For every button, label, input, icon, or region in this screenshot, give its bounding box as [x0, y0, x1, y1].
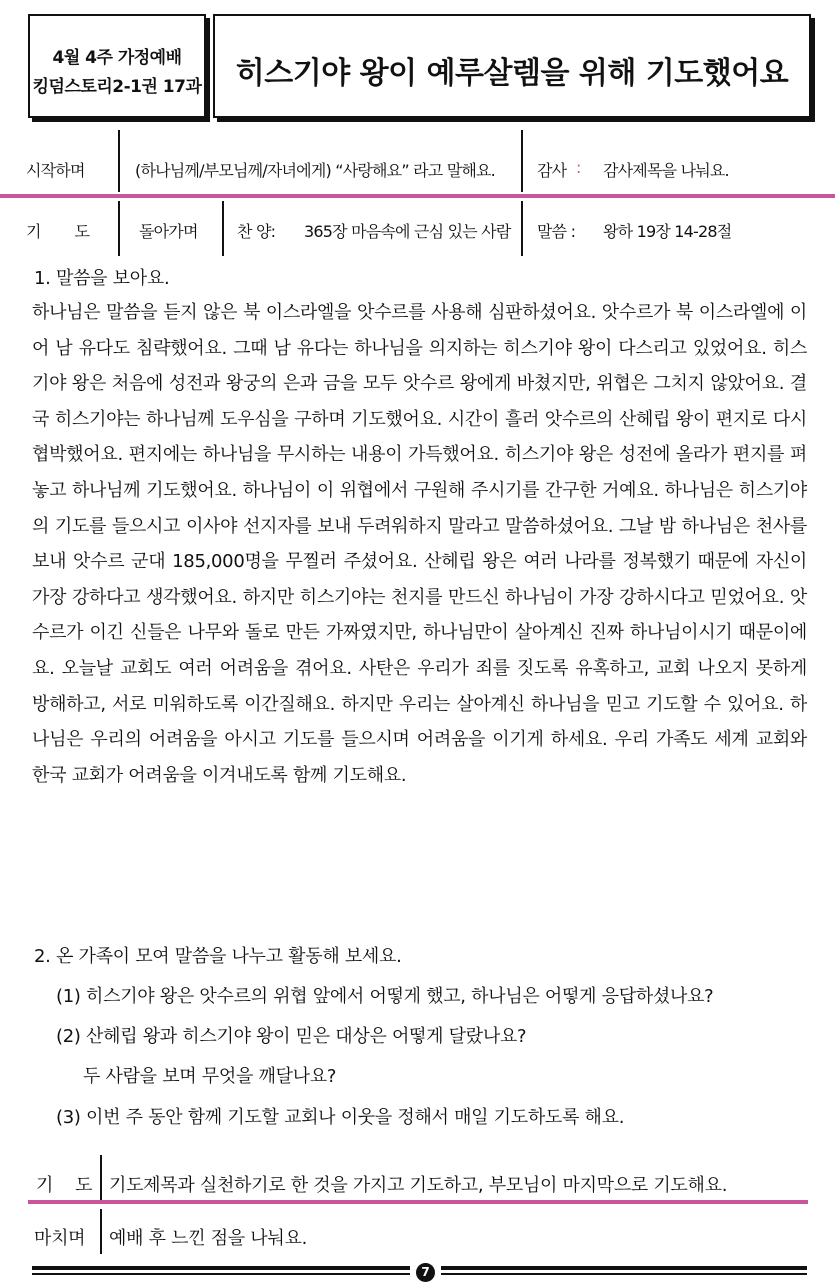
closing-label: 마치며	[34, 1228, 86, 1249]
section2-heading: 2. 온 가족이 모여 말씀을 나누고 활동해 보세요.	[34, 946, 402, 967]
closing-prayer-label: 기 도	[36, 1175, 101, 1196]
bottom-rule-right	[441, 1266, 807, 1270]
divider	[118, 130, 120, 192]
series-box	[28, 14, 206, 118]
bottom-rule-left	[32, 1266, 410, 1270]
divider	[100, 1209, 102, 1254]
question-3: (3) 이번 주 동안 함께 기도할 교회나 이웃을 정해서 매일 기도하도록 해요.	[56, 1107, 625, 1128]
prayer-content: 돌아가며	[139, 222, 198, 241]
divider	[222, 201, 224, 256]
scripture-content: 왕하 19장 14-28절	[603, 222, 732, 241]
section1-heading: 1. 말씀을 보아요.	[34, 268, 170, 289]
prayer-label: 기 도	[26, 222, 104, 241]
question-1: (1) 히스기야 왕은 앗수르의 위협 앞에서 어떻게 했고, 하나님은 어떻게 응답하셨나요?	[56, 986, 714, 1007]
question-2: (2) 산헤립 왕과 히스기야 왕이 믿은 대상은 어떻게 달랐나요?	[56, 1026, 527, 1047]
sermon-paragraph: 하나님은 말씀을 듣지 않은 북 이스라엘을 앗수르를 사용해 심판하셨어요. 앗수르가 북 이스라엘에 이어 남 유다도 침략했어요. 그때 남 유다는 하나님을 의지하는 히스기야 왕이 다스리고 있었어요. 히스기야 왕은 처음에 성전과 왕궁의 은과 금을 모두 앗수르 왕에게 바쳤지만, 위협은 그치지 않았어요. 결국 히스기야는 하나님께 도우심을 구하며 기도했어요. 시간이 흘러 앗수르의 산헤립 왕이 편지로 다시 협박했어요. 편지에는 하나님을 무시하는 내용이 가득했어요. 히스기야 왕은 성전에 올라가 편지를 펴 놓고 하나님께 기도했어요. 하나님이 이 위협에서 구원해 주시기를 간구한 거예요. 하나님은 히스기야의 기도를 들으시고 이사야 선지자를 보내 두려워하지 말라고 말씀하셨어요. 그날 밤 하나님은 천사를 보내 앗수르 군대 185,000명을 무찔러 주셨어요. 산헤립 왕은 여러 나라를 정복했기 때문에 자신이 가장 강하다고 생각했어요. 하지만 히스기야는 천지를 만드신 하나님이 가장 강하시다고 믿었어요. 앗수르가 이긴 신들은 나무와 돌로 만든 가짜였지만, 하나님만이 살아계신 진짜 하나님이시기 때문이에요. 오늘날 교회도 여러 어려움을 겪어요. 사탄은 우리가 죄를 짓도록 유혹하고, 교회 나오지 못하게 방해하고, 서로 미워하도록 이간질해요. 하지만 우리는 살아계신 하나님을 믿고 기도할 수 있어요. 하나님은 우리의 어려움을 아시고 기도를 들으시며 어려움을 이기게 하세요. 우리 가족도 세계 교회와 한국 교회가 어려움을 이겨내도록 함께 기도해요.	[32, 302, 807, 786]
bottom-rule-right	[441, 1273, 807, 1275]
thanks-label: 감사	[537, 161, 567, 180]
closing-text: 예배 후 느낀 점을 나눠요.	[109, 1228, 307, 1249]
title-box	[213, 14, 811, 118]
pink-rule	[0, 194, 835, 198]
question-2-sub: 두 사람을 보며 무엇을 깨달나요?	[83, 1066, 337, 1087]
pink-rule	[28, 1200, 808, 1204]
scripture-label: 말씀 :	[537, 222, 576, 241]
series-line-2: 킹덤스토리2-1권 17과	[32, 77, 202, 97]
hymn-content: 365장 마음속에 근심 있는 사람	[304, 222, 511, 241]
closing-prayer-text: 기도제목과 실천하기로 한 것을 가지고 기도하고, 부모님이 마지막으로 기도해요.	[109, 1175, 728, 1196]
thanks-colon: :	[576, 158, 581, 177]
page-number: 7	[416, 1263, 435, 1282]
page-title: 히스기야 왕이 예루살렘을 위해 기도했어요	[235, 56, 789, 91]
opening-label: 시작하며	[26, 161, 85, 180]
divider	[521, 130, 523, 192]
opening-content: (하나님께/부모님께/자녀에게) “사랑해요” 라고 말해요.	[135, 161, 495, 180]
thanks-content: 감사제목을 나눠요.	[603, 161, 729, 180]
divider	[521, 201, 523, 256]
series-line-1: 4월 4주 가정예배	[52, 48, 182, 68]
hymn-label: 찬 양:	[237, 222, 276, 241]
bottom-rule-left	[32, 1273, 410, 1275]
divider	[118, 201, 120, 256]
